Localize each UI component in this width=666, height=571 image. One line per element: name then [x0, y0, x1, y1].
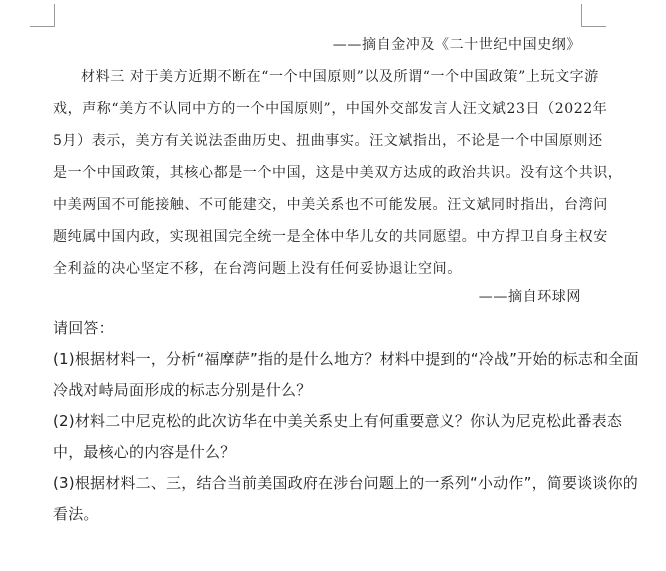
source-citation-1: ——摘自金冲及《二十世纪中国史纲》: [332, 37, 581, 53]
source-citation-2: ——摘自环球网: [478, 289, 581, 305]
material3-line-4: 是一个中国政策，其核心都是一个中国，这是中美双方达成的政治共识。没有这个共识，: [53, 165, 623, 181]
question-2-line-1: (2)材料二中尼克松的此次访华在中美关系史上有何重要意义？你认为尼克松此番表态: [53, 412, 623, 430]
question-2-line-2: 中，最核心的内容是什么？: [53, 443, 236, 461]
material3-line-5: 中美两国不可能接触、不可能建交，中美关系也不可能发展。汪文斌同时指出，台湾问: [53, 197, 608, 213]
material3-line-1: 材料三 对于美方近期不断在“一个中国原则”以及所谓“一个中国政策”上玩文字游: [81, 69, 599, 85]
page-corner-mark-left: [30, 4, 55, 27]
question-1-line-1: (1)根据材料一，分析“福摩萨”指的是什么地方？材料中提到的“冷战”开始的标志和全面: [53, 350, 639, 368]
material3-line-3: 5月）表示，美方有关说法歪曲历史、扭曲事实。汪文斌指出，不论是一个中国原则还: [53, 133, 603, 149]
question-3-line-1: (3)根据材料二、三，结合当前美国政府在涉台问题上的一系列“小动作”，简要谈谈你的: [53, 474, 638, 492]
page-corner-mark-right: [581, 4, 606, 27]
question-1-line-2: 冷战对峙局面形成的标志分别是什么？: [53, 381, 312, 399]
material3-line-2: 戏，声称“美方不认同中方的一个中国原则”，中国外交部发言人汪文斌23日（2022年: [53, 101, 608, 117]
answer-prompt: 请回答：: [53, 319, 114, 337]
question-3-line-2: 看法。: [53, 505, 99, 523]
material3-line-6: 题纯属中国内政，实现祖国完全统一是全体中华儿女的共同愿望。中方捍卫自身主权安: [53, 229, 608, 245]
material3-line-7: 全利益的决心坚定不移，在台湾问题上没有任何妥协退让空间。: [53, 261, 462, 277]
